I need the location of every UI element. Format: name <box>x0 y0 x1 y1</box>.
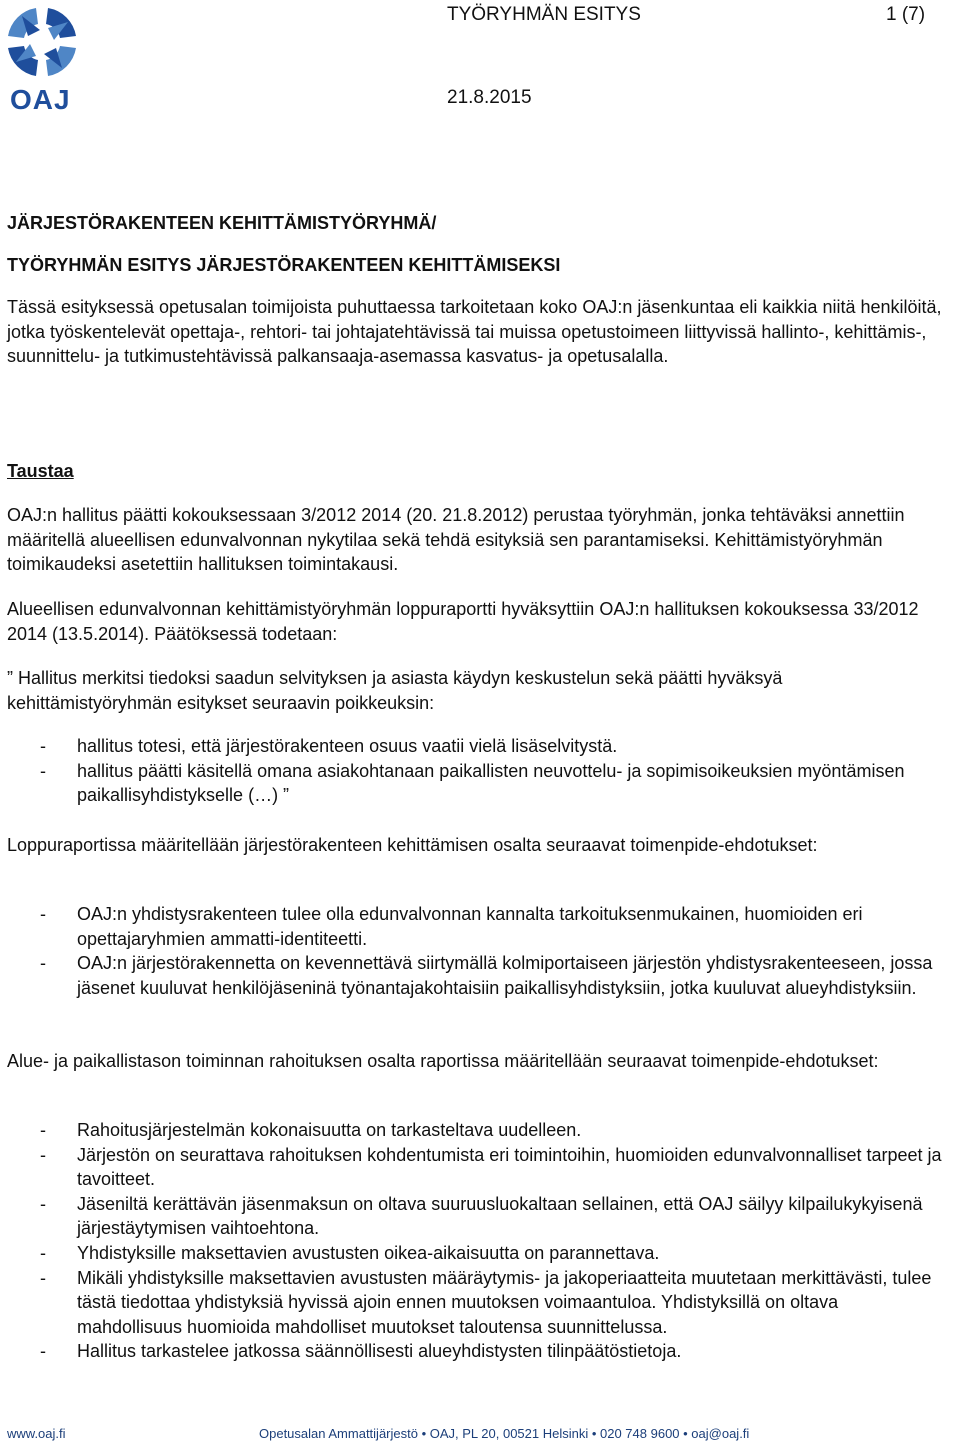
doc-type: TYÖRYHMÄN ESITYS <box>447 4 641 25</box>
background-paragraph-2: Alueellisen edunvalvonnan kehittämistyöryhmän loppuraportti hyväksyttiin OAJ:n hallituksen kokouksessa 33/2012 2014 (13.5.2014). Päätöksessä todetaan: <box>7 599 919 644</box>
list-item: - Hallitus tarkastelee jatkossa säännöllisesti alueyhdistysten tilinpäätöstietoja. <box>40 1341 682 1362</box>
list-item: - OAJ:n yhdistysrakenteen tulee olla edunvalvonnan kannalta tarkoituksenmukainen, huomioiden eri opettajaryhmien ammatti-identiteetti. <box>40 904 863 949</box>
background-paragraph-1: OAJ:n hallitus päätti kokouksessaan 3/2012 2014 (20. 21.8.2012) perustaa työryhmän, jonka tehtäväksi annettiin määritellä alueellisen edunvalvonnan nykytilaa sekä tehdä esityksiä sen parantamiseksi. Kehittämistyöryhmän toimikaudeksi asetettiin hallituksen toimintakausi. <box>7 505 905 575</box>
logo-text: OAJ <box>10 84 71 115</box>
structure-intro: Loppuraportissa määritellään järjestörakenteen kehittämisen osalta seuraavat toimenpide-ehdotukset: <box>7 835 818 855</box>
funding-list <box>7 1118 948 1364</box>
title-line-1: JÄRJESTÖRAKENTEEN KEHITTÄMISTYÖRYHMÄ/ <box>7 213 437 233</box>
structure-list <box>7 902 948 1000</box>
page-number: 1 (7) <box>886 4 926 25</box>
doc-date: 21.8.2015 <box>447 87 532 108</box>
oaj-logo <box>2 2 86 115</box>
funding-intro: Alue- ja paikallistason toiminnan rahoituksen osalta raportissa määritellään seuraavat toimenpide-ehdotukset: <box>7 1051 879 1071</box>
list-item: - Jäseniltä kerättävän jäsenmaksun on oltava suuruusluokaltaan sellainen, että OAJ säilyy kilpailukykyisenä järjestäytymisen vaihtoehtona. <box>40 1193 923 1239</box>
page-footer <box>7 1426 953 1444</box>
list-item: - hallitus totesi, että järjestörakenteen osuus vaatii vielä lisäselvitystä. <box>40 736 618 756</box>
decision-quote: ” Hallitus merkitsi tiedoksi saadun selvityksen ja asiasta käydyn keskustelun sekä päätti hyväksyä kehittämistyöryhmän esitykset seuraavin poikkeuksin: <box>7 668 783 713</box>
list-item: - Järjestön on seurattava rahoituksen kohdentumista eri toimintoihin, huomioiden edunvalvonnalliset tarpeet ja tavoitteet. <box>40 1144 942 1190</box>
contact-info: Opetusalan Ammattijärjestö • OAJ, PL 20, 00521 Helsinki • 020 748 9600 • oaj@oaj.fi <box>259 1426 750 1441</box>
list-item: - Mikäli yhdistyksille maksettavien avustusten määräytymis- ja jakoperiaatteita muutetaan merkittävästi, tulee tästä tiedottaa yhdistyksiä hyvissä ajoin ennen muutoksen voimaantuloa. Yhdistyksillä on oltava mahdollisuus huomioida mahdolliset muutokset taloutensa suunnittelussa. <box>40 1267 932 1337</box>
list-item: - Yhdistyksille maksettavien avustusten oikea-aikaisuutta on parannettava. <box>40 1242 660 1263</box>
list-item: - OAJ:n järjestörakennetta on kevennettävä siirtymällä kolmiportaiseen järjestön yhdistysrakenteeseen, jossa jäsenet kuuluvat henkilöjäseninä työnantajakohtaisiin paikallisyhdistyksiin, jotka kuuluvat alueyhdistyksiin. <box>40 953 933 998</box>
background-heading: Taustaa <box>7 461 74 481</box>
exceptions-list <box>7 734 948 808</box>
list-item: - hallitus päätti käsitellä omana asiakohtanaan paikallisten neuvottelu- ja sopimisoikeuksien myöntämisen paikallisyhdistykselle (…) ” <box>40 760 905 806</box>
intro-paragraph: Tässä esityksessä opetusalan toimijoista puhuttaessa tarkoitetaan koko OAJ:n jäsenkuntaa eli kaikkia niitä henkilöitä, jotka työskentelevät opettaja-, rehtori- tai johtajatehtävissä tai muissa opetustoimeen liittyvissä hallinto-, kehittämis-, suunnittelu- ja tutkimustehtävissä palkansaaja-asemassa kasvatus- ja opetusalalla. <box>7 297 942 367</box>
title-line-2: TYÖRYHMÄN ESITYS JÄRJESTÖRAKENTEEN KEHITTÄMISEKSI <box>7 255 561 275</box>
website-link[interactable]: www.oaj.fi <box>7 1426 66 1441</box>
list-item: - Rahoitusjärjestelmän kokonaisuutta on tarkasteltava uudelleen. <box>40 1120 582 1140</box>
